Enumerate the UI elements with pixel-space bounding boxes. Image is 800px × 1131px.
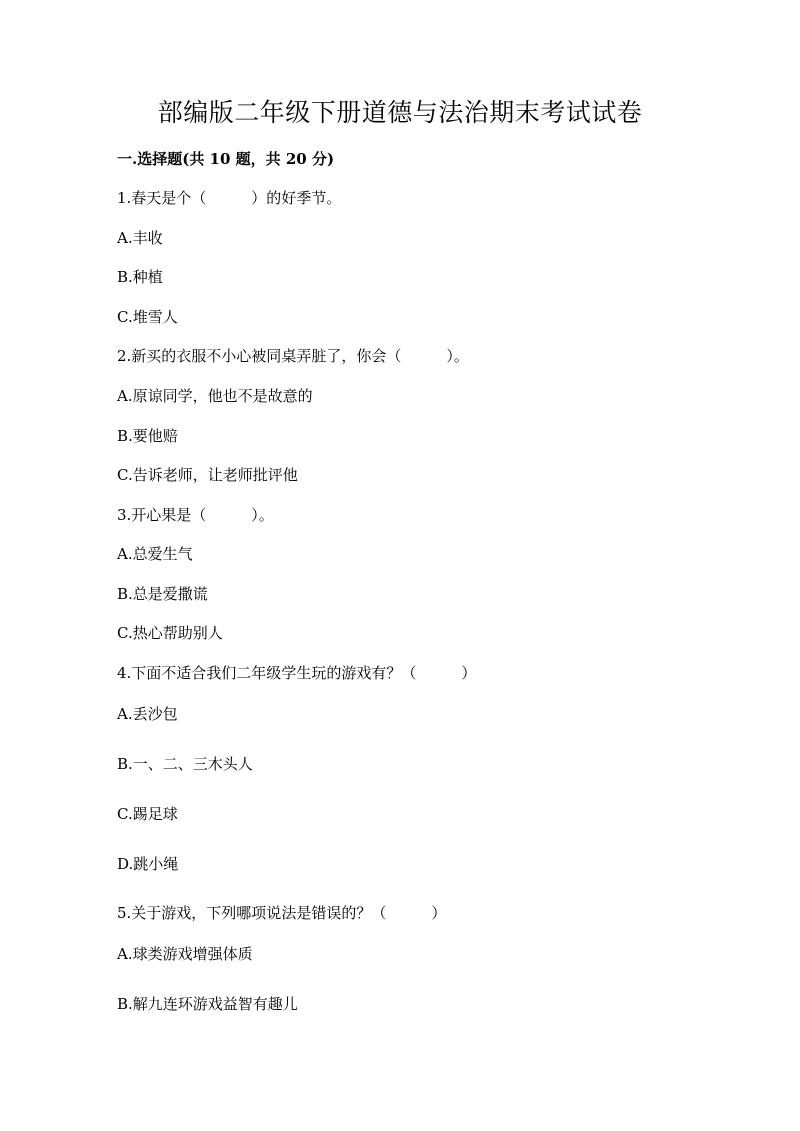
question-stem: 4.下面不适合我们二年级学生玩的游戏有？（ ）	[117, 664, 477, 682]
answer-option: A.总爱生气	[117, 545, 193, 563]
answer-option: A.丰收	[117, 229, 163, 247]
question-stem: 3.开心果是（ ）。	[117, 506, 274, 524]
section-heading: 一.选择题(共 10 题，共 20 分)	[117, 150, 335, 168]
answer-option: B.种植	[117, 268, 163, 286]
question-stem: 2.新买的衣服不小心被同桌弄脏了，你会（ ）。	[117, 347, 469, 365]
answer-option: B.要他赔	[117, 427, 178, 445]
question-stem: 5.关于游戏，下列哪项说法是错误的？（ ）	[117, 904, 447, 922]
question-stem: 1.春天是个（ ）的好季节。	[117, 189, 342, 207]
answer-option: A.丢沙包	[117, 705, 178, 723]
answer-option: C.热心帮助别人	[117, 624, 223, 642]
exam-title: 部编版二年级下册道德与法治期末考试试卷	[157, 98, 643, 127]
answer-option: B.解九连环游戏益智有趣儿	[117, 995, 298, 1013]
answer-option: C.告诉老师，让老师批评他	[117, 466, 298, 484]
answer-option: C.堆雪人	[117, 308, 178, 326]
answer-option: A.原谅同学，他也不是故意的	[117, 387, 313, 405]
answer-option: B.总是爱撒谎	[117, 585, 208, 603]
answer-option: A.球类游戏增强体质	[117, 945, 253, 963]
answer-option: B.一、二、三木头人	[117, 755, 253, 773]
answer-option: C.踢足球	[117, 805, 178, 823]
answer-option: D.跳小绳	[117, 855, 179, 873]
